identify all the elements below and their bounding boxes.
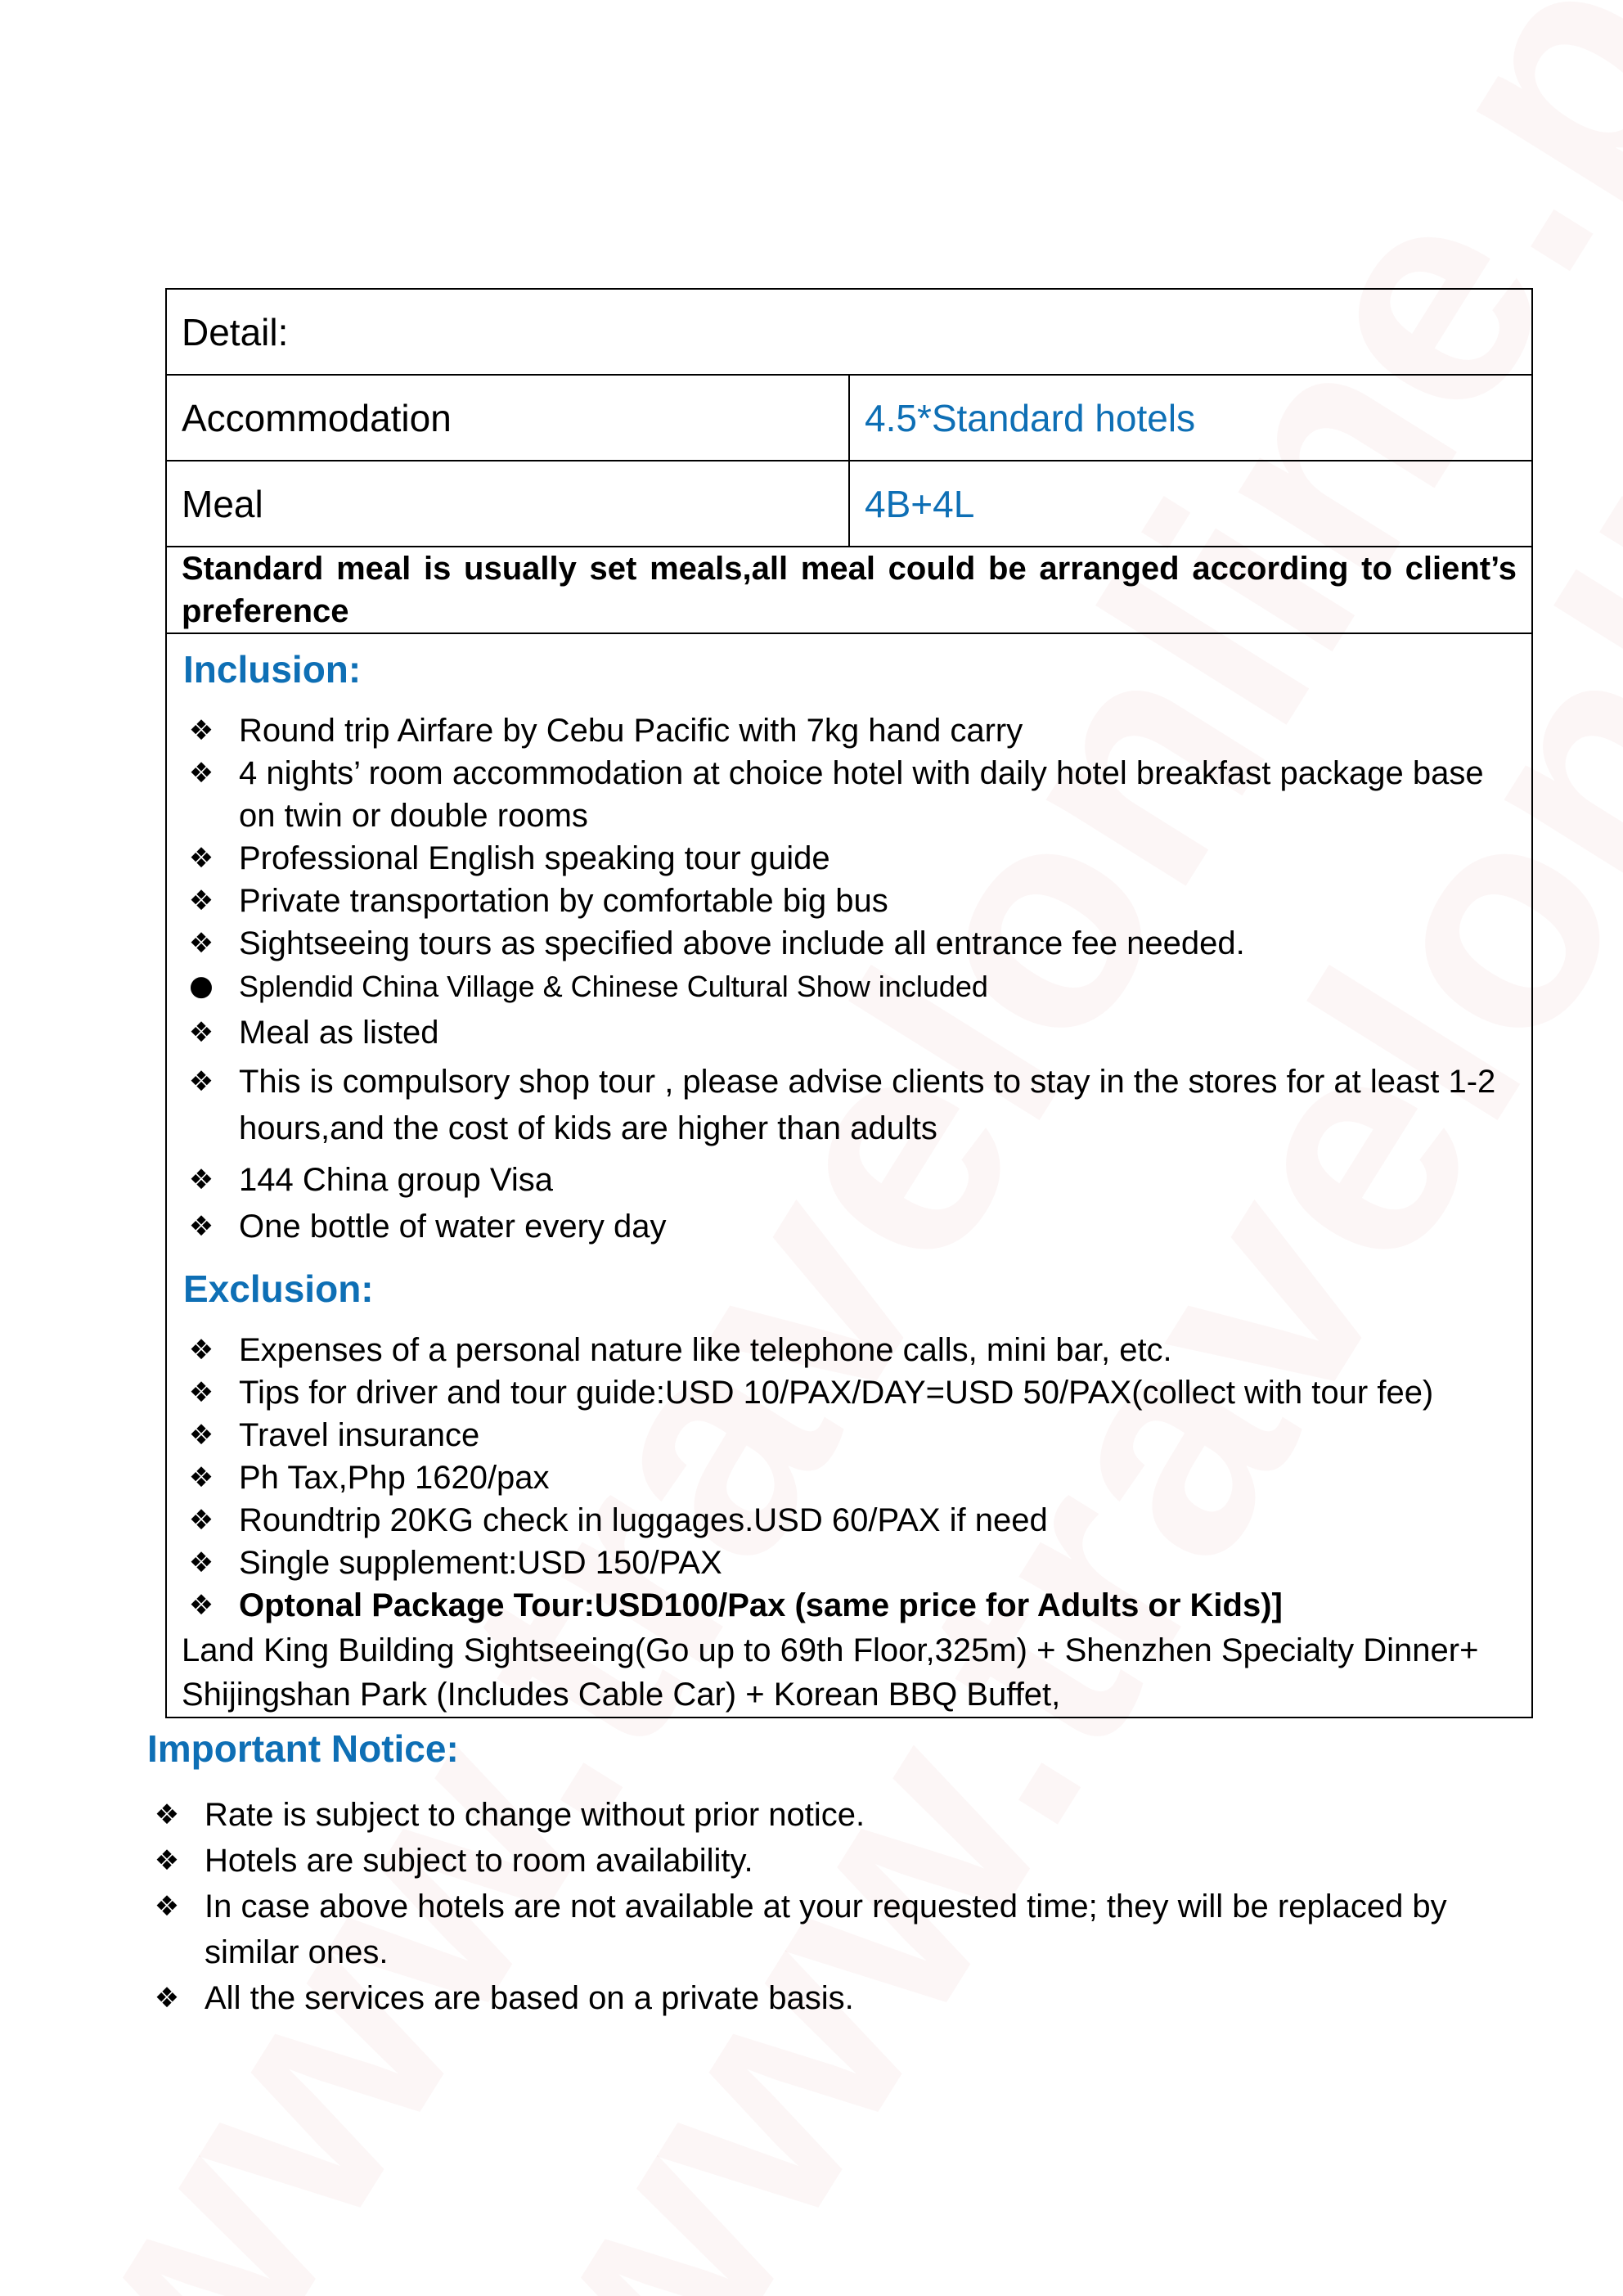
meal-note: Standard meal is usually set meals,all meal could be arranged according to client’s preference [166, 547, 1532, 633]
list-item-text: Private transportation by comfortable big bus [239, 883, 888, 919]
four-diamond-bullet-icon: ❖ [154, 1799, 180, 1831]
four-diamond-bullet-icon: ❖ [188, 927, 214, 960]
list-item-text: Round trip Airfare by Cebu Pacific with 7kg hand carry [239, 713, 1023, 749]
four-diamond-bullet-icon: ❖ [188, 1334, 214, 1366]
four-diamond-bullet-icon: ❖ [188, 1164, 214, 1196]
four-diamond-bullet-icon: ❖ [188, 1419, 214, 1452]
list-item [182, 1011, 1517, 1054]
list-item-text: Travel insurance [239, 1417, 480, 1453]
list-item-text: One bottle of water every day [239, 1209, 667, 1245]
four-diamond-bullet-icon: ❖ [188, 1589, 214, 1622]
inclusion-list [182, 709, 1517, 1250]
list-item [182, 1059, 1517, 1152]
list-item-text: This is compulsory shop tour , please advise clients to stay in the stores for at least 1-2 hours,and the cost of kids are higher than adults [239, 1064, 1496, 1146]
list-item [182, 709, 1517, 752]
black-dot-bullet-icon: ● [189, 970, 214, 1002]
exclusion-list [182, 1329, 1517, 1627]
list-item [182, 837, 1517, 880]
list-item-text: Hotels are subject to room availability. [205, 1843, 753, 1879]
inclusion-exclusion-cell [166, 633, 1532, 1717]
meal-note-row [166, 547, 1532, 633]
accommodation-label: Accommodation [166, 375, 849, 461]
four-diamond-bullet-icon: ❖ [154, 1982, 180, 2015]
four-diamond-bullet-icon: ❖ [154, 1844, 180, 1877]
list-item [182, 880, 1517, 922]
four-diamond-bullet-icon: ❖ [188, 1461, 214, 1494]
inclusion-heading: Inclusion: [183, 648, 362, 691]
list-item-text: Rate is subject to change without prior notice. [205, 1797, 865, 1833]
accommodation-row [166, 375, 1532, 461]
list-item-text: All the services are based on a private basis. [205, 1980, 854, 2016]
four-diamond-bullet-icon: ❖ [188, 1065, 214, 1098]
list-item [182, 1204, 1517, 1250]
list-item [147, 1792, 1538, 1838]
four-diamond-bullet-icon: ❖ [188, 1546, 214, 1579]
list-item-text: Meal as listed [239, 1015, 439, 1051]
list-item [182, 1329, 1517, 1371]
accommodation-value: 4.5*Standard hotels [849, 375, 1532, 461]
list-item-text: 144 China group Visa [239, 1162, 553, 1198]
list-item-text: Single supplement:USD 150/PAX [239, 1545, 722, 1581]
inclusion-exclusion-row [166, 633, 1532, 1717]
detail-title: Detail: [166, 289, 1532, 375]
four-diamond-bullet-icon: ❖ [188, 842, 214, 875]
four-diamond-bullet-icon: ❖ [188, 757, 214, 790]
list-item [182, 1499, 1517, 1542]
four-diamond-bullet-icon: ❖ [188, 1504, 214, 1537]
meal-value: 4B+4L [849, 461, 1532, 547]
list-item [182, 1584, 1517, 1627]
list-item [182, 1414, 1517, 1456]
list-item-text: Optonal Package Tour:USD100/Pax (same price for Adults or Kids)] [239, 1587, 1283, 1623]
list-item [182, 752, 1517, 837]
list-item [182, 1456, 1517, 1499]
list-item [147, 1884, 1538, 1975]
list-item-text: Professional English speaking tour guide [239, 840, 830, 876]
list-item [182, 965, 1517, 1008]
list-item-text: In case above hotels are not available at your requested time; they will be replaced by similar ones. [205, 1889, 1447, 1970]
list-item [182, 1371, 1517, 1414]
four-diamond-bullet-icon: ❖ [188, 1376, 214, 1409]
four-diamond-bullet-icon: ❖ [188, 1210, 214, 1243]
list-item-text: Sightseeing tours as specified above include all entrance fee needed. [239, 925, 1245, 961]
list-item-text: 4 nights’ room accommodation at choice hotel with daily hotel breakfast package base on twin or double rooms [239, 755, 1484, 834]
detail-title-row [166, 289, 1532, 375]
list-item [182, 922, 1517, 965]
meal-row [166, 461, 1532, 547]
meal-label: Meal [166, 461, 849, 547]
four-diamond-bullet-icon: ❖ [188, 714, 214, 747]
important-notice [147, 1727, 1538, 2021]
list-item-text: Ph Tax,Php 1620/pax [239, 1460, 550, 1496]
four-diamond-bullet-icon: ❖ [188, 885, 214, 917]
list-item [182, 1157, 1517, 1204]
list-item-text: Roundtrip 20KG check in luggages.USD 60/PAX if need [239, 1502, 1048, 1538]
four-diamond-bullet-icon: ❖ [154, 1890, 180, 1923]
notice-list [147, 1792, 1538, 2021]
list-item [182, 1542, 1517, 1584]
detail-table [165, 288, 1533, 1718]
list-item-text: Expenses of a personal nature like telephone calls, mini bar, etc. [239, 1332, 1172, 1368]
list-item [147, 1838, 1538, 1884]
list-item [147, 1975, 1538, 2021]
notice-heading: Important Notice: [147, 1727, 459, 1770]
exclusion-heading: Exclusion: [183, 1267, 374, 1310]
list-item-text: Splendid China Village & Chinese Cultural Show included [239, 970, 988, 1003]
optional-tour-details: Land King Building Sightseeing(Go up to 69th Floor,325m) + Shenzhen Specialty Dinner+ Shijingshan Park (Includes Cable Car) + Korean BBQ Buffet, [182, 1632, 1479, 1713]
list-item-text: Tips for driver and tour guide:USD 10/PAX/DAY=USD 50/PAX(collect with tour fee) [239, 1375, 1434, 1411]
four-diamond-bullet-icon: ❖ [188, 1016, 214, 1049]
